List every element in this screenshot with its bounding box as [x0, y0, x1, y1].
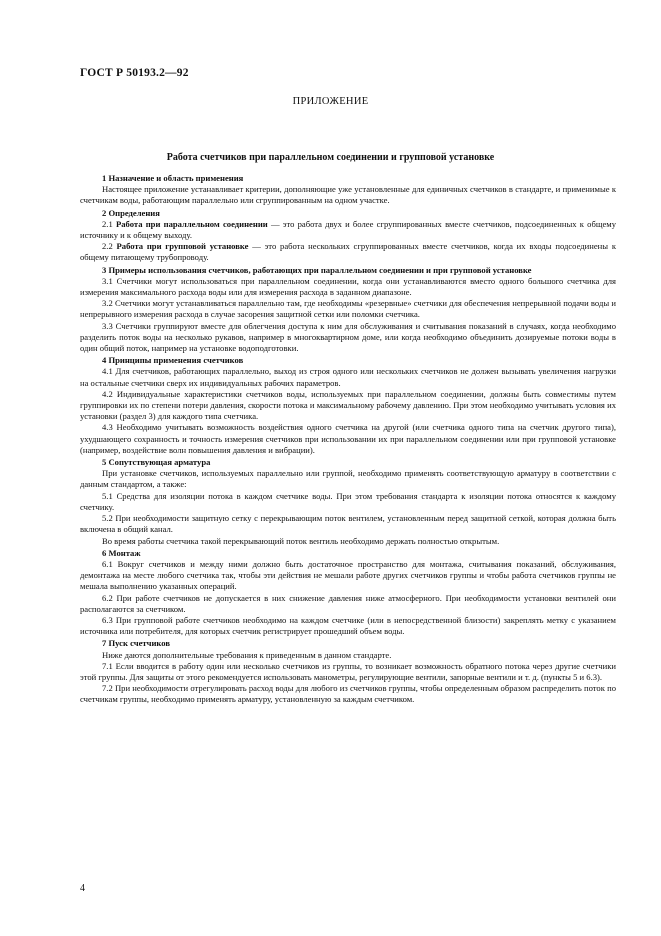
paragraph: 3.1 Счетчики могут использоваться при параллельном соединении, когда они устанавливаются вместо одного большого счетчика для измерения максимального расхода воды или для измерения расхода в заданном диапазоне. [80, 275, 616, 298]
clause-number: 2.1 [102, 218, 113, 229]
section-heading: 5 Сопутствующая арматура [102, 457, 211, 468]
defined-term: Работа при групповой установке [116, 241, 249, 252]
definition-text: — это работа двух и более сгруппированных вместе счетчиков, подсоединенных к общему источнику и к общему выходу. [80, 218, 616, 241]
paragraph: 7.1 Если вводится в работу один или несколько счетчиков из группы, то возникает возможность обратного потока через другие счетчики этой группы. Для защиты от этого рекомендуется использовать манометры, регулирующие вентили, запорные вентили и т. д. (пункты 5 и 6.3). [80, 660, 616, 682]
paragraph: 3.3 Счетчики группируют вместе для облегчения доступа к ним для обслуживания и считывания показаний в случаях, когда необходимо разделить поток воды на несколько рукавов, например в многоквартирном доме, или когда необходимо объединить дозируемые потоки воды в один общий поток, например на установке водоподготовки. [80, 320, 616, 354]
paragraph: 7.2 При необходимости отрегулировать расход воды для любого из счетчиков группы, чтобы определенным образом распределить поток по счетчикам группы, необходимо применять арматуру, установленную за каждым счетчиком. [80, 683, 616, 705]
paragraph [80, 219, 616, 241]
paragraph [80, 241, 616, 263]
paragraph: 3.2 Счетчики могут устанавливаться параллельно там, где необходимы «резервные» счетчики для обеспечения непрерывной подачи воды и непрерывного измерения расхода в случае засорения защитной сетки или поломки счетчика. [80, 298, 616, 320]
section-heading: 6 Монтаж [102, 547, 141, 558]
section-heading: 4 Принципы применения счетчиков [102, 355, 244, 366]
paragraph: 6.2 При работе счетчиков не допускается в них снижение давления ниже атмосферного. При необходимости установки вентилей они располагаются за счетчиком. [80, 592, 616, 614]
definition-text: — это работа нескольких сгруппированных вместе счетчиков, когда их входы подсоединены к общему питающему трубопроводу. [80, 241, 616, 263]
paragraph: 6.3 При групповой работе счетчиков необходимо на каждом счетчике (или в непосредственной близости) закреплять метку с указанием источника или потребителя, для которых счетчик регистрирует прошедший объем воды. [80, 614, 616, 637]
section-heading: 7 Пуск счетчиков [102, 638, 170, 649]
clause-number: 2.2 [102, 241, 113, 252]
document-body [80, 172, 616, 706]
section-heading: 2 Определения [102, 207, 160, 218]
defined-term: Работа при параллельном соединении [115, 218, 268, 229]
section-heading: 3 Примеры использования счетчиков, работающих при параллельном соединении и при групповой установке [102, 264, 532, 275]
section-heading: 1 Назначение и область применения [102, 173, 244, 183]
paragraph: 4.2 Индивидуальные характеристики счетчиков воды, используемых при параллельном соединении, должны быть совместимы путем группировки их по степени потери давления, скорости потока и максимальному рабочему давлению. При этом необходимо учитывать условия их установки (раздел 3) для каждого типа счетчика. [80, 388, 616, 422]
paragraph: При установке счетчиков, используемых параллельно или группой, необходимо применять соответствующую арматуру в соответствии с данным стандартом, а также: [80, 468, 616, 490]
paragraph: 4.3 Необходимо учитывать возможность воздействия одного счетчика на другой (или счетчика одного типа на счетчик другого типа), ухудшающего сохранность и точность измерения счетчиков при использовании их при параллельном соединении или при групповой установке (например, воздействие волн повышения давления и вибрации). [80, 422, 616, 455]
paragraph: 4.1 Для счетчиков, работающих параллельно, выход из строя одного или нескольких счетчиков не должен вызывать увеличения нагрузки на остальные счетчики сверх их индивидуальных рабочих параметров. [80, 366, 616, 388]
paragraph: Во время работы счетчика такой перекрывающий поток вентиль необходимо держать полностью открытым. [102, 535, 500, 546]
paragraph: 6.1 Вокруг счетчиков и между ними должно быть достаточное пространство для монтажа, считывания показаний, обслуживания, демонтажа на месте любого счетчика так, чтобы эти действия не мешали работе других счетчиков группы и чтобы работа счетчиков группы не мешала выполнению указанных операций. [80, 558, 616, 592]
paragraph: Настоящее приложение устанавливает критерии, дополняющие уже установленные для единичных счетчиков в стандарте, и применимые к счетчикам воды, работающим параллельно или сгруппированным на одном участке. [80, 184, 616, 206]
appendix-label: ПРИЛОЖЕНИЕ [292, 96, 369, 107]
paragraph: Ниже даются дополнительные требования к приведенным в данном стандарте. [102, 649, 392, 660]
appendix-title: Работа счетчиков при параллельном соединении и групповой установке [166, 152, 495, 163]
standard-designation: ГОСТ Р 50193.2—92 [80, 67, 189, 79]
paragraph: 5.1 Средства для изоляции потока в каждом счетчике воды. При этом требования стандарта к изоляции потока относятся к каждому счетчику. [80, 490, 616, 512]
page-number: 4 [80, 883, 85, 894]
paragraph: 5.2 При необходимости защитную сетку с перекрывающим поток вентилем, установленным перед защитной сеткой, которая должна быть включена в общий канал. [80, 513, 616, 535]
